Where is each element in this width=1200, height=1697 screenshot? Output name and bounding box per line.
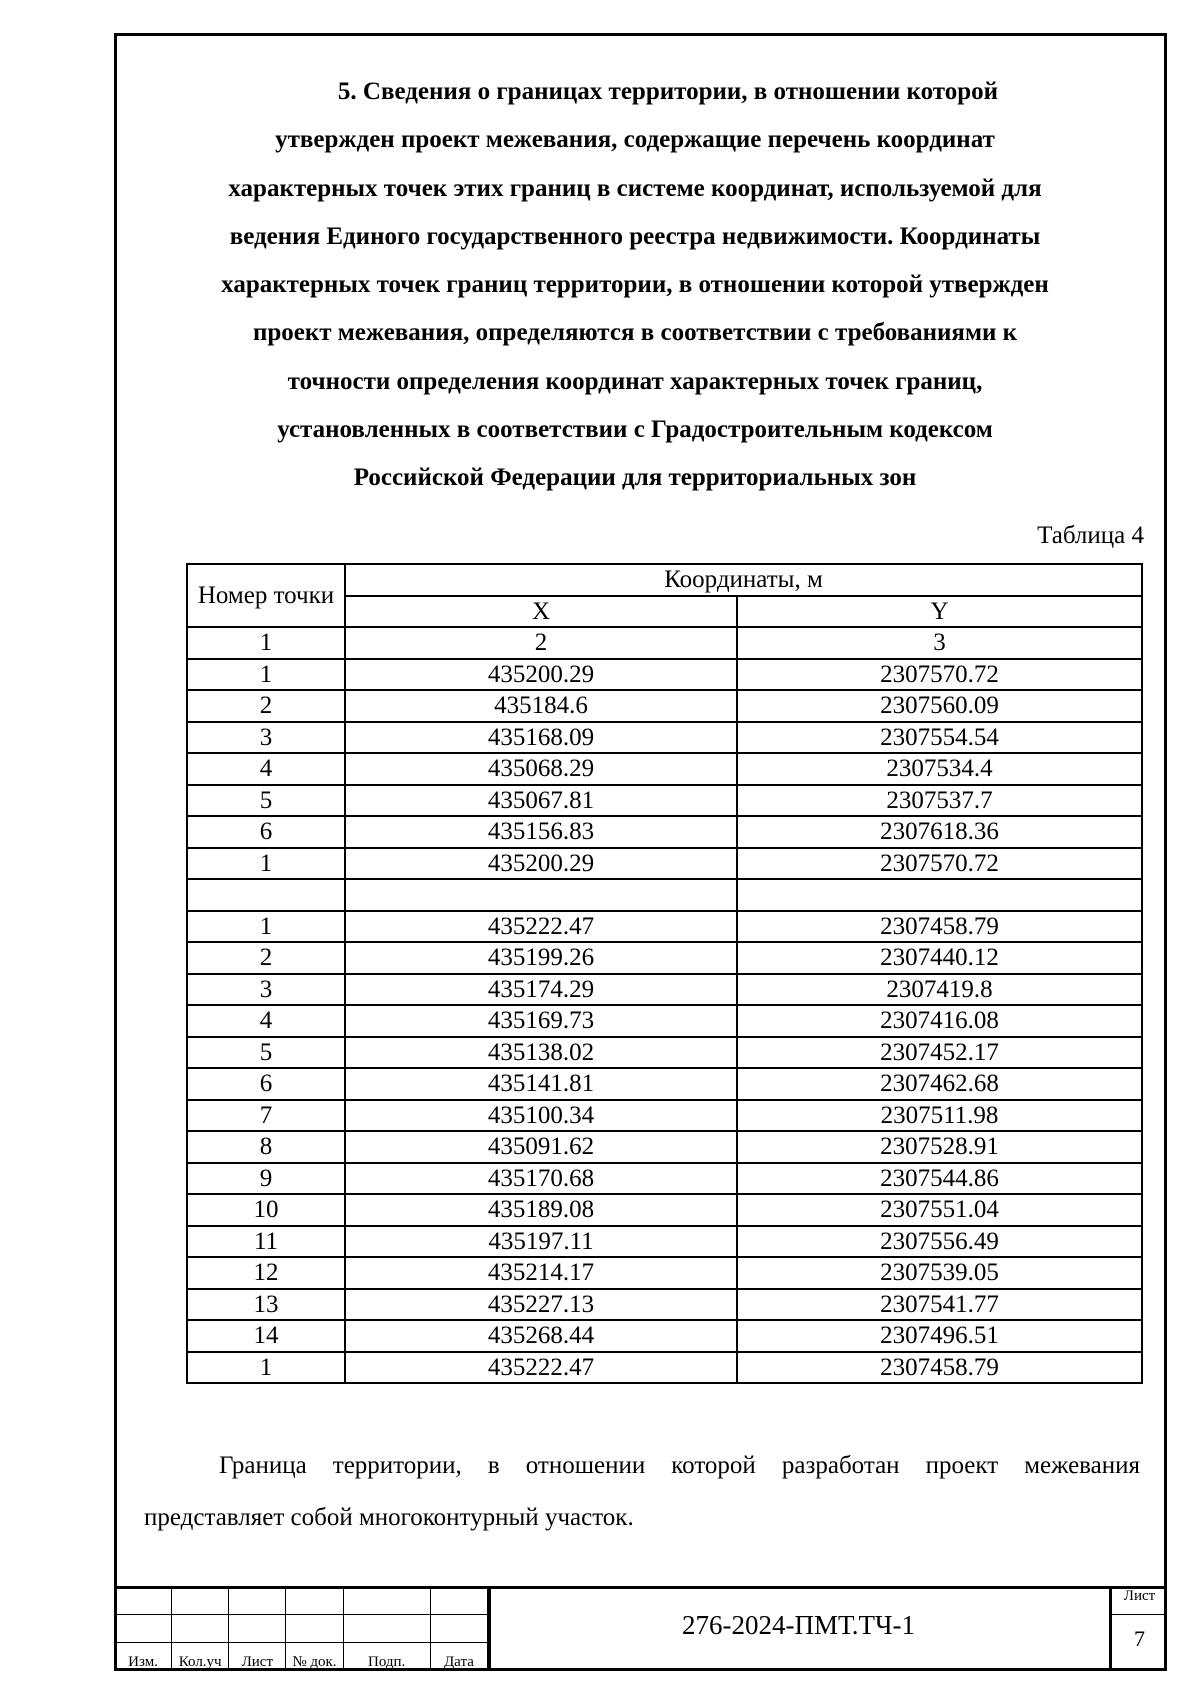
- heading-line: Российской Федерации для территориальных зон: [353, 464, 917, 492]
- table-row: [187, 690, 1142, 722]
- x-coordinate-cell: 435189.08: [345, 1194, 737, 1226]
- x-coordinate-cell: 435199.26: [345, 942, 737, 974]
- header-y: Y: [737, 596, 1142, 628]
- point-number-cell: 8: [187, 1131, 345, 1163]
- x-coordinate-cell: 435169.73: [345, 1005, 737, 1037]
- table-row: [187, 1226, 1142, 1258]
- y-coordinate-cell: 2307528.91: [737, 1131, 1142, 1163]
- point-number-cell: 3: [187, 974, 345, 1006]
- column-number: 2: [345, 627, 737, 659]
- point-number-cell: [187, 879, 345, 911]
- y-coordinate-cell: 2307551.04: [737, 1194, 1142, 1226]
- y-coordinate-cell: 2307511.98: [737, 1100, 1142, 1132]
- table-row: [187, 1352, 1142, 1384]
- point-number-cell: 1: [187, 911, 345, 943]
- label-signature: Подп.: [343, 1643, 430, 1671]
- column-number: 3: [737, 627, 1142, 659]
- sheet-label: Лист: [1123, 1588, 1156, 1604]
- point-number-cell: 6: [187, 1068, 345, 1100]
- point-number-cell: 5: [187, 785, 345, 817]
- title-block-grid: [114, 1586, 488, 1671]
- point-number-cell: 7: [187, 1100, 345, 1132]
- y-coordinate-cell: 2307560.09: [737, 690, 1142, 722]
- heading-line: установленных в соответствии с Градостроительным кодексом: [277, 416, 993, 444]
- y-coordinate-cell: 2307458.79: [737, 1352, 1142, 1384]
- sheet-separator: [1109, 1614, 1167, 1615]
- table-row: [187, 816, 1142, 848]
- table-row: [187, 753, 1142, 785]
- y-coordinate-cell: 2307570.72: [737, 659, 1142, 691]
- table-row: [187, 1320, 1142, 1352]
- x-coordinate-cell: 435200.29: [345, 659, 737, 691]
- y-coordinate-cell: 2307544.86: [737, 1163, 1142, 1195]
- x-coordinate-cell: 435197.11: [345, 1226, 737, 1258]
- x-coordinate-cell: 435138.02: [345, 1037, 737, 1069]
- table-row: [187, 879, 1142, 911]
- footnote-line: Граница территории, в отношении которой разработан проект межевания: [219, 1452, 1140, 1479]
- title-block-border: [114, 1586, 1167, 1589]
- table-row: [187, 1163, 1142, 1195]
- y-coordinate-cell: 2307458.79: [737, 911, 1142, 943]
- x-coordinate-cell: [345, 879, 737, 911]
- x-coordinate-cell: 435184.6: [345, 690, 737, 722]
- x-coordinate-cell: 435214.17: [345, 1257, 737, 1289]
- heading-line: 5. Сведения о границах территории, в отношении которой: [337, 78, 999, 105]
- y-coordinate-cell: 2307539.05: [737, 1257, 1142, 1289]
- point-number-cell: 3: [187, 722, 345, 754]
- header-x: X: [345, 596, 737, 628]
- x-coordinate-cell: 435067.81: [345, 785, 737, 817]
- y-coordinate-cell: 2307419.8: [737, 974, 1142, 1006]
- point-number-cell: 12: [187, 1257, 345, 1289]
- y-coordinate-cell: 2307541.77: [737, 1289, 1142, 1321]
- x-coordinate-cell: 435268.44: [345, 1320, 737, 1352]
- footnote-paragraph: [144, 1440, 1140, 1544]
- table-row: [187, 1037, 1142, 1069]
- point-number-cell: 13: [187, 1289, 345, 1321]
- point-number-cell: 6: [187, 816, 345, 848]
- x-coordinate-cell: 435222.47: [345, 911, 737, 943]
- table-row: [187, 848, 1142, 880]
- table-row: [187, 1194, 1142, 1226]
- point-number-cell: 11: [187, 1226, 345, 1258]
- footnote-line: представляет собой многоконтурный участок.: [144, 1504, 634, 1531]
- y-coordinate-cell: 2307618.36: [737, 816, 1142, 848]
- header-point-number: Номер точки: [187, 564, 345, 627]
- x-coordinate-cell: 435170.68: [345, 1163, 737, 1195]
- y-coordinate-cell: 2307554.54: [737, 722, 1142, 754]
- point-number-cell: 2: [187, 690, 345, 722]
- heading-line: утвержден проект межевания, содержащие перечень координат: [275, 126, 995, 154]
- point-number-cell: 1: [187, 1352, 345, 1384]
- table-row: [187, 1131, 1142, 1163]
- heading-line: характерных точек этих границ в системе координат, используемой для: [228, 174, 1042, 202]
- x-coordinate-cell: 435227.13: [345, 1289, 737, 1321]
- document-code: 276-2024-ПМТ.ТЧ-1: [681, 1610, 916, 1640]
- label-doc-number: № док.: [286, 1643, 343, 1671]
- label-count: Кол.уч: [172, 1643, 229, 1671]
- x-coordinate-cell: 435141.81: [345, 1068, 737, 1100]
- title-block-labels: [115, 1643, 488, 1671]
- column-number: 1: [187, 627, 345, 659]
- point-number-cell: 14: [187, 1320, 345, 1352]
- y-coordinate-cell: 2307416.08: [737, 1005, 1142, 1037]
- x-coordinate-cell: 435091.62: [345, 1131, 737, 1163]
- table-row: [187, 942, 1142, 974]
- heading-line: характерных точек границ территории, в отношении которой утвержден: [221, 271, 1049, 299]
- point-number-cell: 1: [187, 659, 345, 691]
- heading-line: проект межевания, определяются в соответствии с требованиями к: [252, 319, 1018, 347]
- point-number-cell: 9: [187, 1163, 345, 1195]
- column-number-row: [187, 627, 1142, 659]
- y-coordinate-cell: 2307556.49: [737, 1226, 1142, 1258]
- label-sheet: Лист: [229, 1643, 286, 1671]
- point-number-cell: 2: [187, 942, 345, 974]
- table-row: [187, 1257, 1142, 1289]
- x-coordinate-cell: 435100.34: [345, 1100, 737, 1132]
- x-coordinate-cell: 435168.09: [345, 722, 737, 754]
- point-number-cell: 4: [187, 1005, 345, 1037]
- y-coordinate-cell: 2307452.17: [737, 1037, 1142, 1069]
- point-number-cell: 5: [187, 1037, 345, 1069]
- label-change: Изм.: [115, 1643, 172, 1671]
- x-coordinate-cell: 435174.29: [345, 974, 737, 1006]
- table-row: [187, 785, 1142, 817]
- table-row: [187, 974, 1142, 1006]
- header-coordinates: Координаты, м: [345, 564, 1142, 596]
- point-number-cell: 4: [187, 753, 345, 785]
- section-heading: [140, 68, 1130, 503]
- y-coordinate-cell: 2307570.72: [737, 848, 1142, 880]
- y-coordinate-cell: [737, 879, 1142, 911]
- table-row: [187, 659, 1142, 691]
- sheet-number: 7: [1134, 1626, 1145, 1651]
- table-row: [187, 911, 1142, 943]
- table-row: [187, 1068, 1142, 1100]
- y-coordinate-cell: 2307496.51: [737, 1320, 1142, 1352]
- heading-line: ведения Единого государственного реестра недвижимости. Координаты: [229, 222, 1041, 250]
- table-row: [187, 1289, 1142, 1321]
- x-coordinate-cell: 435068.29: [345, 753, 737, 785]
- title-block: [114, 1586, 1167, 1671]
- x-coordinate-cell: 435200.29: [345, 848, 737, 880]
- table-row: [187, 722, 1142, 754]
- y-coordinate-cell: 2307534.4: [737, 753, 1142, 785]
- label-date: Дата: [430, 1643, 487, 1671]
- x-coordinate-cell: 435222.47: [345, 1352, 737, 1384]
- y-coordinate-cell: 2307462.68: [737, 1068, 1142, 1100]
- heading-line: точности определения координат характерных точек границ,: [287, 367, 983, 395]
- x-coordinate-cell: 435156.83: [345, 816, 737, 848]
- table-row: [187, 1100, 1142, 1132]
- coordinates-table: [186, 563, 1143, 1384]
- table-caption: Таблица 4: [1037, 522, 1144, 549]
- point-number-cell: 1: [187, 848, 345, 880]
- y-coordinate-cell: 2307537.7: [737, 785, 1142, 817]
- y-coordinate-cell: 2307440.12: [737, 942, 1142, 974]
- table-row: [187, 1005, 1142, 1037]
- point-number-cell: 10: [187, 1194, 345, 1226]
